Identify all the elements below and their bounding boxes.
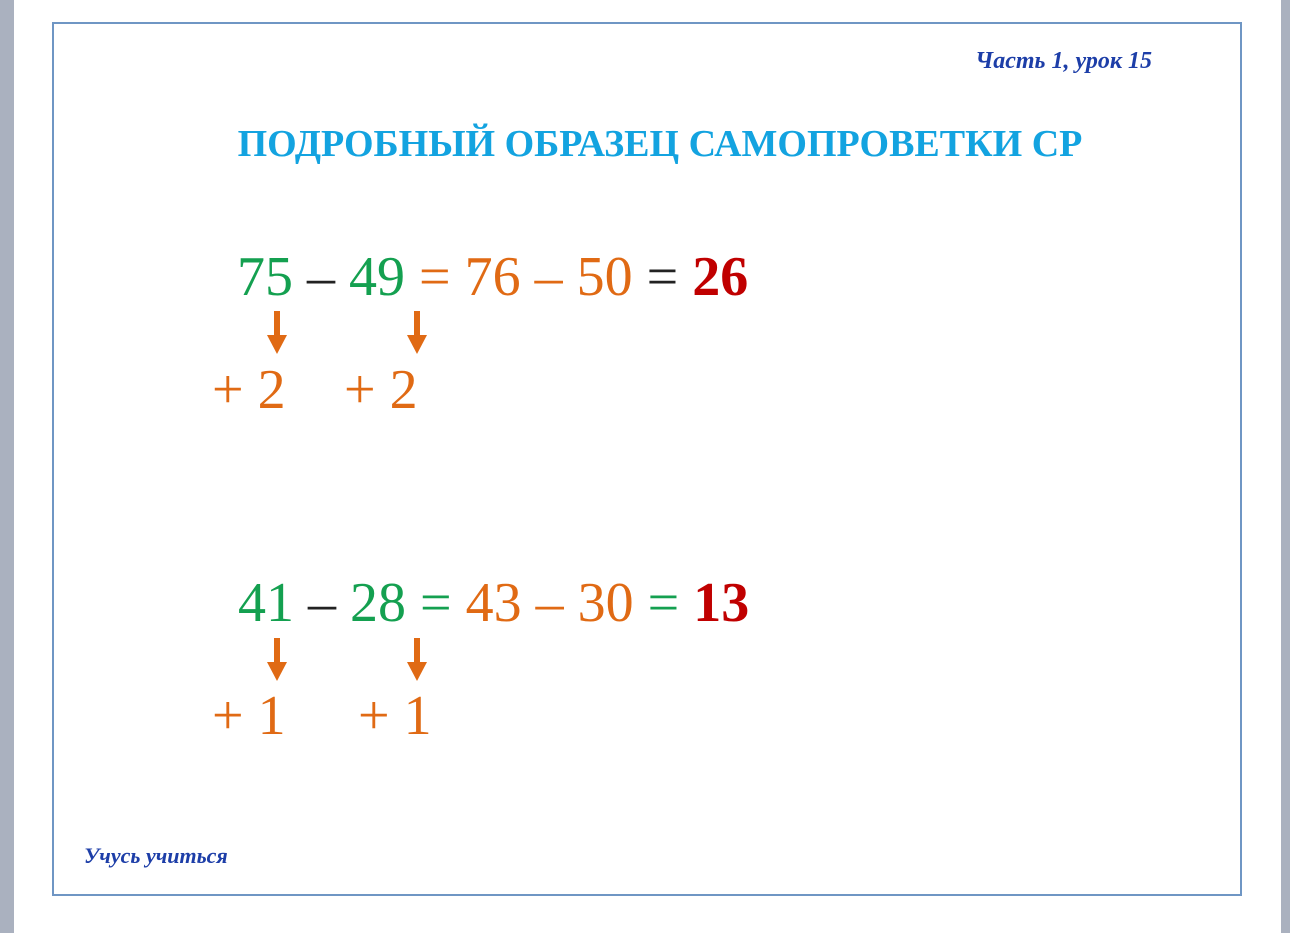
eq1-left-addend: + 2 xyxy=(212,359,286,421)
eq1-result: 26 xyxy=(692,246,749,308)
equation-1 xyxy=(237,246,749,308)
page-title: ПОДРОБНЫЙ ОБРАЗЕЦ САМОПРОВЕТКИ СР xyxy=(237,123,1083,165)
footer-label: Учусь учиться xyxy=(84,843,228,868)
eq1-minuend: 75 xyxy=(237,246,293,308)
down-arrow-icon xyxy=(266,638,288,682)
eq1-new-minuend: 76 xyxy=(464,246,521,308)
eq2-result: 13 xyxy=(693,572,750,634)
eq1-equals-sign: = xyxy=(419,246,451,308)
eq1-equals-sign-2: = xyxy=(646,246,679,308)
down-arrow-icon xyxy=(406,311,428,355)
eq2-equals-sign: = xyxy=(420,572,452,634)
eq1-subtrahend: 49 xyxy=(349,246,405,308)
eq1-right-addend: + 2 xyxy=(344,359,418,421)
eq1-new-subtrahend: 50 xyxy=(576,246,633,308)
eq2-minus-sign: – xyxy=(308,572,336,634)
eq1-minus-sign: – xyxy=(307,246,335,308)
eq2-new-minuend: 43 xyxy=(465,572,522,634)
eq2-right-addend: + 1 xyxy=(358,685,432,747)
eq1-minus-sign-2: – xyxy=(534,246,563,308)
eq2-equals-sign-2: = xyxy=(647,572,680,634)
eq2-new-subtrahend: 30 xyxy=(577,572,634,634)
eq2-minuend: 41 xyxy=(238,572,294,634)
eq2-left-addend: + 1 xyxy=(212,685,286,747)
down-arrow-icon xyxy=(266,311,288,355)
equation-2 xyxy=(238,572,750,634)
eq2-subtrahend: 28 xyxy=(350,572,406,634)
down-arrow-icon xyxy=(406,638,428,682)
eq2-minus-sign-2: – xyxy=(535,572,564,634)
lesson-label: Часть 1, урок 15 xyxy=(975,48,1152,74)
